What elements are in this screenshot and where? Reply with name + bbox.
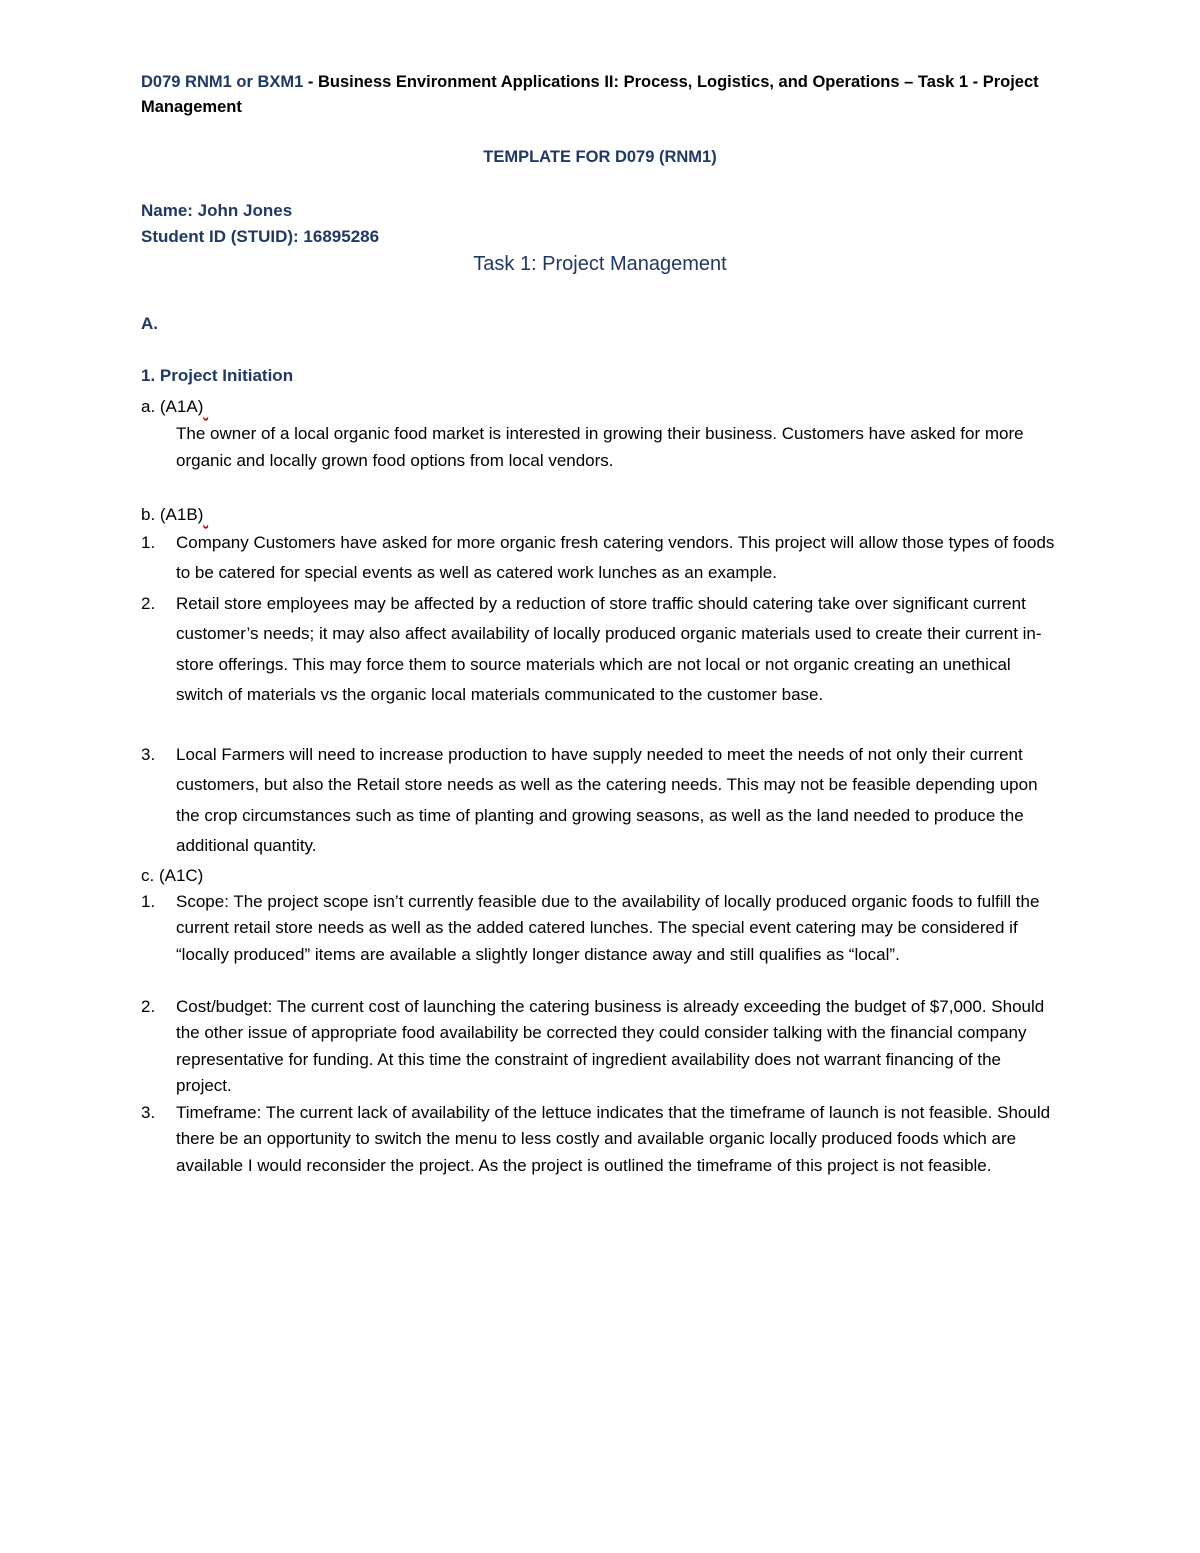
template-title: TEMPLATE FOR D079 (RNM1) xyxy=(483,148,717,166)
a1c-item-3 xyxy=(141,1100,1061,1179)
list-item-text: Company Customers have asked for more organic fresh catering vendors. This project will allow those types of foods to be catered for special events as well as catered work lunches as an example. xyxy=(176,533,1055,583)
list-number: 2. xyxy=(141,594,156,613)
course-title: - Business Environment Applications II: Process, Logistics, and Operations – Task 1 - Project xyxy=(303,73,1039,91)
student-name: Name: John Jones xyxy=(141,201,293,220)
task-title: Task 1: Project Management xyxy=(473,253,727,275)
list-item-text: Scope: The project scope isn’t currently feasible due to the availability of locally produced organic foods to fulfill the current retail store needs as well as the added catered lunches. The special event catering may be considered if “locally produced” items are available a slightly longer distance away and still qualifies as “local”. xyxy=(176,892,1040,964)
a1c-item-1 xyxy=(141,889,1061,968)
a1c-label xyxy=(141,866,203,886)
a1c-item-2 xyxy=(141,994,1061,1100)
list-item-text: Retail store employees may be affected by a reduction of store traffic should catering take over significant current customer’s needs; it may also affect availability of locally produced organic materials used to create their current in-store offerings. This may force them to source materials which are not local or not organic creating an unethical switch of materials vs the organic local materials communicated to the customer base. xyxy=(176,594,1042,705)
a1a-label-text: a. (A1A) xyxy=(141,397,204,416)
a1b-item-2 xyxy=(141,589,1061,711)
a1b-item-3 xyxy=(141,740,1061,862)
a1a-paragraph: The owner of a local organic food market is interested in growing their business. Customers have asked for more organic and locally grown food options from local vendors. xyxy=(176,424,1024,470)
list-number: 2. xyxy=(141,997,156,1016)
a1c-label-text: c. (A1C) xyxy=(141,866,204,885)
list-number: 3. xyxy=(141,745,156,764)
section-a-heading: A. xyxy=(141,314,158,333)
document-header xyxy=(141,70,1071,120)
a1b-item-1 xyxy=(141,528,1061,589)
spellcheck-mark xyxy=(203,397,208,416)
a1a-label xyxy=(141,397,208,417)
course-code: D079 RNM1 or BXM1 xyxy=(141,73,304,91)
a1b-label-text: b. (A1B) xyxy=(141,505,204,524)
list-item-text: Cost/budget: The current cost of launching the catering business is already exceeding the budget of $7,000. Should the other issue of appropriate food availability be corrected they could consider talking with the financial company representative for funding. At this time the constraint of ingredient availability does not warrant financing of the project. xyxy=(176,997,1045,1096)
list-item-text: Timeframe: The current lack of availability of the lettuce indicates that the timeframe of launch is not feasible. Should there be an opportunity to switch the menu to less costly and available organic locally produced foods which are available I would reconsider the project. As the project is outlined the timeframe of this project is not feasible. xyxy=(176,1103,1051,1175)
project-initiation-heading: 1. Project Initiation xyxy=(141,366,294,385)
student-id: Student ID (STUID): 16895286 xyxy=(141,227,380,246)
spellcheck-mark xyxy=(203,505,208,524)
list-number: 1. xyxy=(141,892,156,911)
list-number: 3. xyxy=(141,1103,156,1122)
a1b-label xyxy=(141,505,208,525)
course-title-line2: Management xyxy=(141,98,242,116)
list-item-text: Local Farmers will need to increase production to have supply needed to meet the needs of not only their current customers, but also the Retail store needs as well as the catering needs. This may not be feasible depending upon the crop circumstances such as time of planting and growing seasons, as well as the land needed to produce the additional quantity. xyxy=(176,745,1038,856)
list-number: 1. xyxy=(141,533,156,552)
